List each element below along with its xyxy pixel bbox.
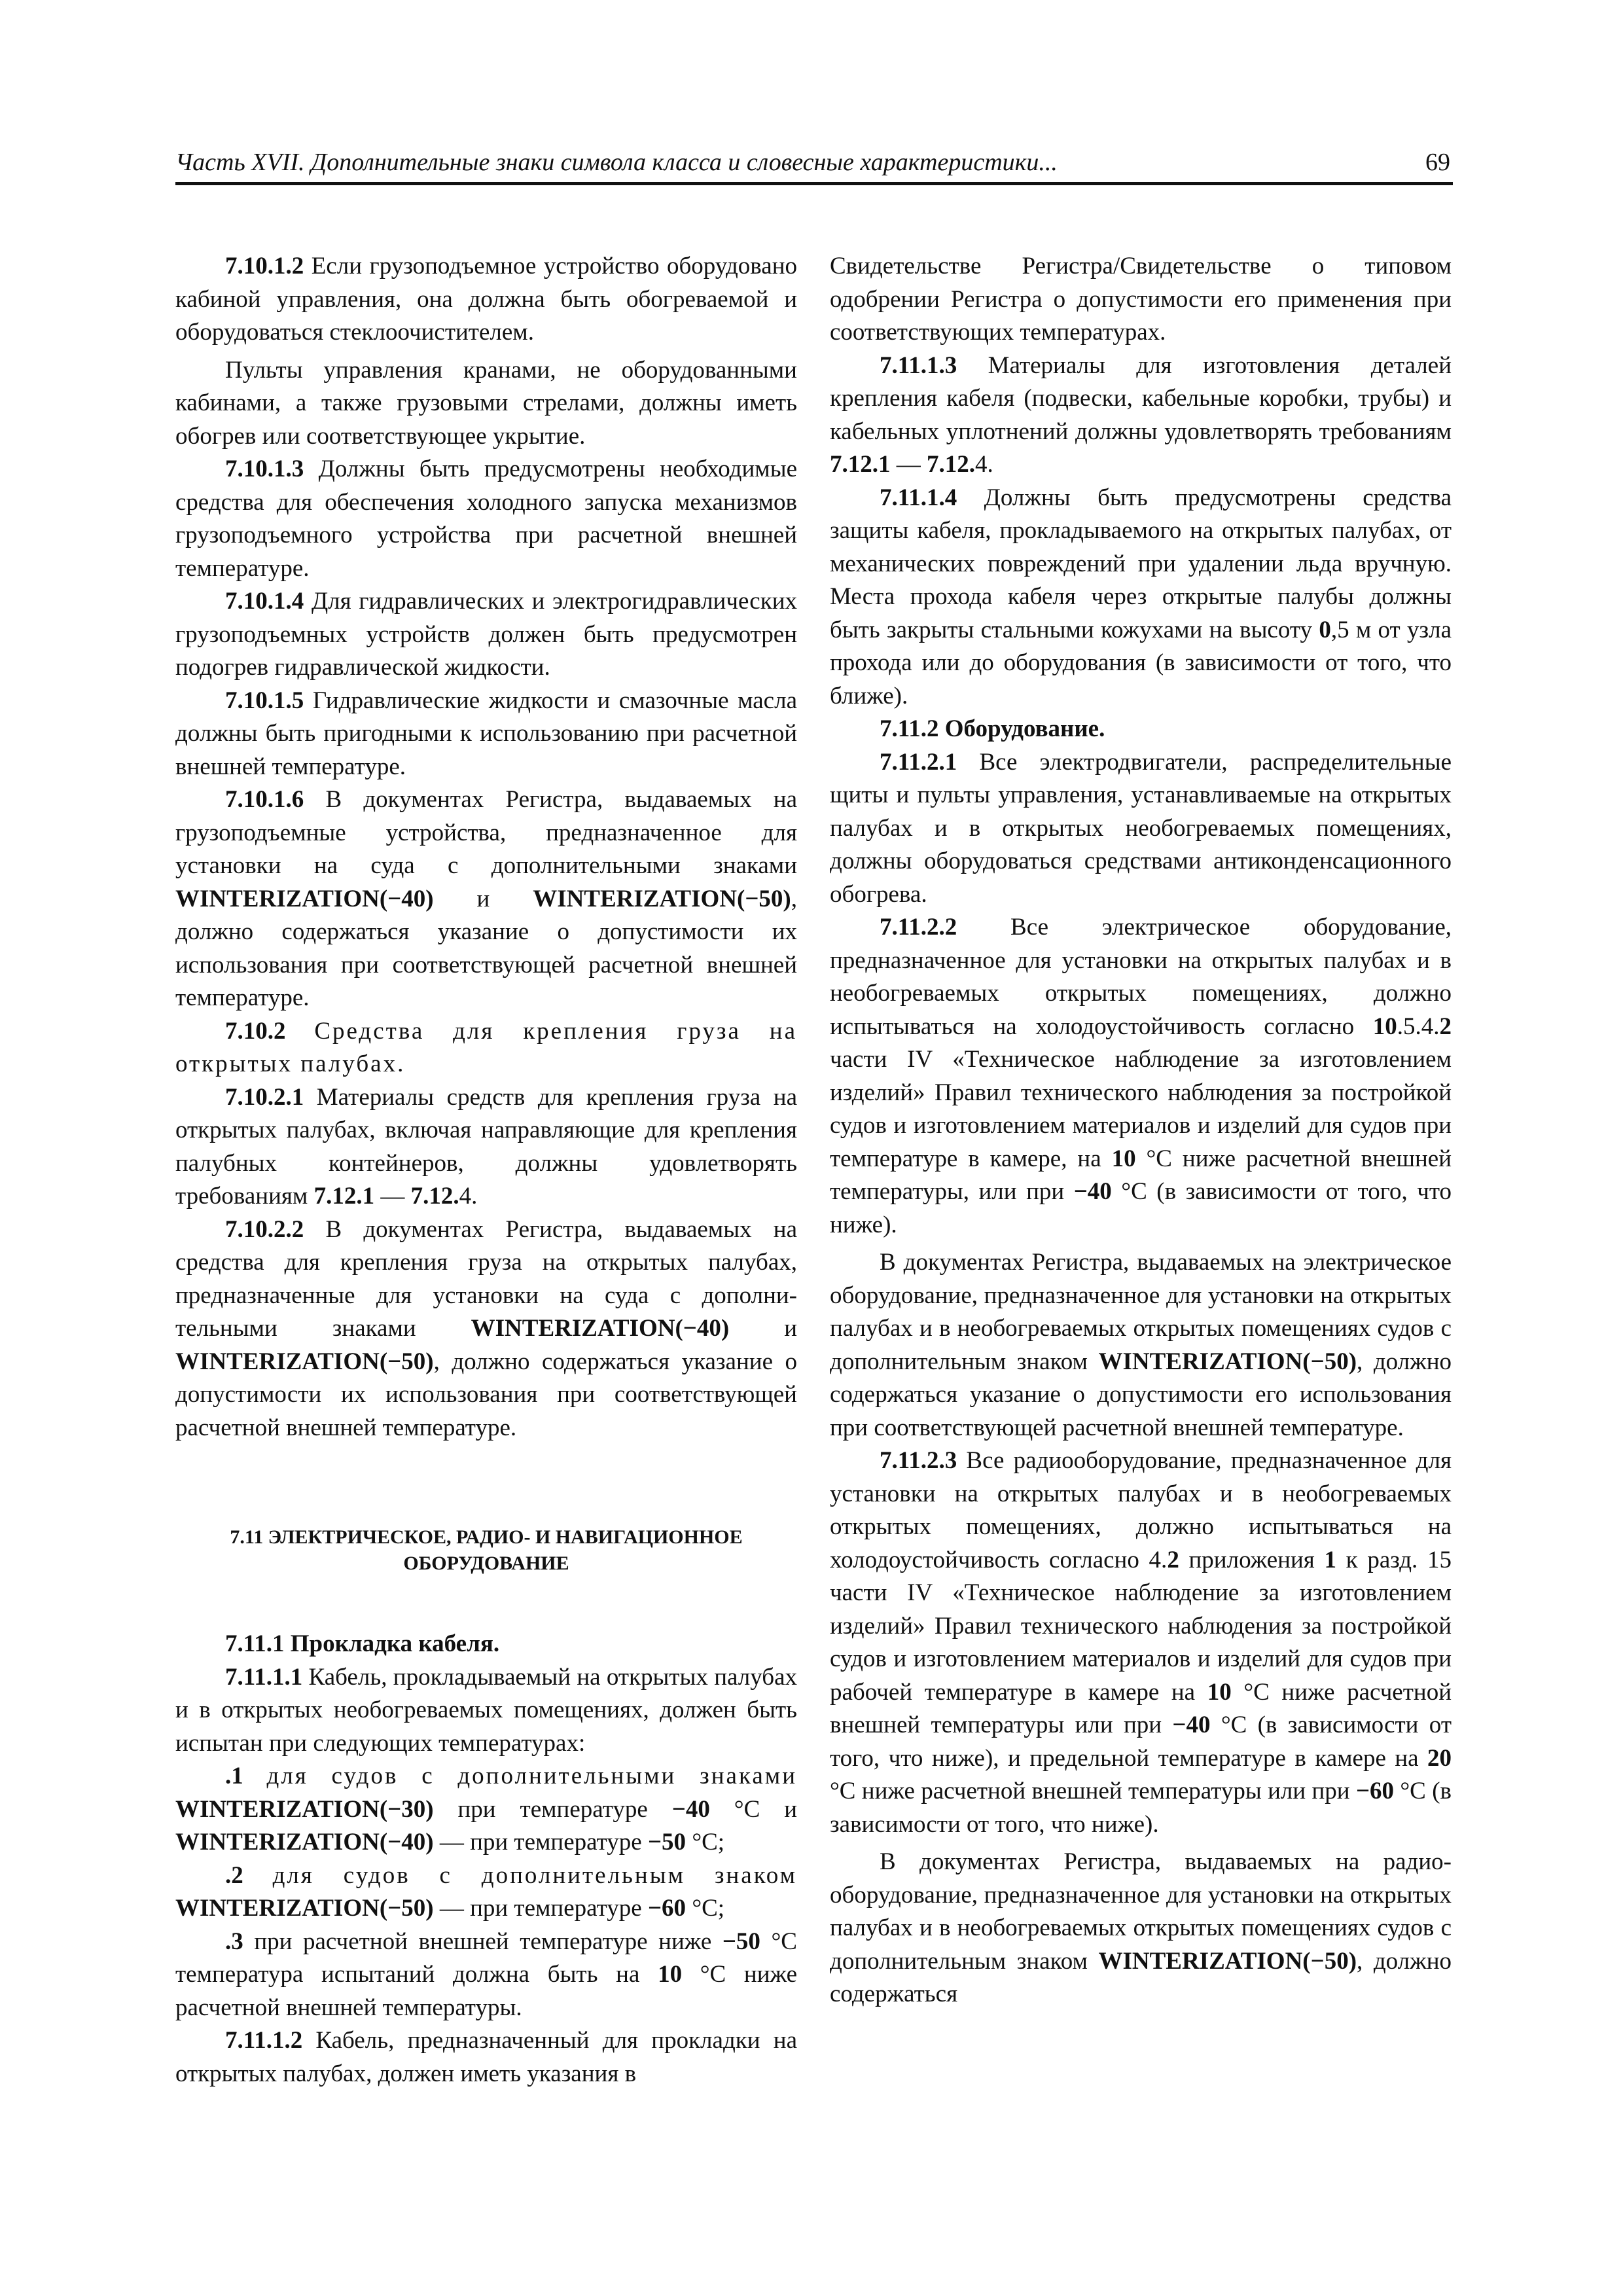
paragraph-text: , должно содержаться указание о допустимости их использования при соответствующей расчетной внешней температуре. [175, 1348, 797, 1441]
clause-number: 7.10.2.2 [225, 1215, 304, 1243]
clause-number: 7.10.2.1 [225, 1083, 304, 1111]
winterization-mark: WINTERIZATION(−50) [1098, 1348, 1357, 1375]
paragraph-text: °С температура испытаний должна быть на [175, 1928, 797, 1988]
cross-reference: 1 [1324, 1546, 1336, 1573]
paragraph-7-11-1-3 [830, 350, 1452, 482]
paragraph-radio-documents [830, 1846, 1452, 2011]
clause-number: 7.11.2 [880, 715, 939, 742]
clause-number: 7.10.2 [225, 1017, 286, 1045]
paragraph-text: при расчетной внешней температуре ниже [243, 1928, 722, 1955]
subsection-title: Прокладка кабеля. [284, 1630, 500, 1657]
temperature-value: 10 [658, 1961, 683, 1988]
list-item-2 [175, 1859, 797, 1926]
paragraph-continuation [830, 250, 1452, 350]
temperature-value: −40 [1172, 1712, 1211, 1738]
paragraph-7-11-2 [830, 713, 1452, 746]
subsection-title: Средства для крепления груза на открытых палубах. [175, 1017, 797, 1077]
paragraph-text: В документах Регистра, выдаваемых на электрическое оборудование, предназначенное для установки на открытых палубах и в необогреваемых открытых помещениях судов с дополнительным знаком [830, 1249, 1452, 1375]
cross-reference: 2 [1439, 1013, 1452, 1040]
paragraph-text: ,5 м от узла прохода или до оборудования (в зависимости от того, что ближе). [830, 616, 1452, 709]
paragraph-control-panels [175, 354, 797, 454]
winterization-mark: WINTERIZATION(−50) [175, 1348, 434, 1375]
cross-reference: 7.12. [410, 1183, 459, 1210]
paragraph-7-10-2 [175, 1015, 797, 1081]
paragraph-text: °С ниже расчетной внешней температуры. [175, 1961, 797, 2021]
paragraph-text: В документах Регистра, выдаваемых на грузоподъемные устройства, предназначенное для установки на суда с дополнительными знаками [175, 786, 797, 879]
paragraph-text: °С ниже расчетной внешней температуры или при [830, 1778, 1356, 1804]
paragraph-register-documents [830, 1246, 1452, 1444]
clause-number: 7.11.1.2 [225, 2027, 303, 2054]
paragraph-7-11-2-2 [830, 911, 1452, 1242]
clause-number: 7.10.1.2 [225, 253, 304, 279]
paragraph-7-10-1-3 [175, 453, 797, 585]
winterization-mark: WINTERIZATION(−40) [175, 1829, 434, 1856]
clause-number: 7.10.1.6 [225, 786, 304, 813]
paragraph-text: °С (в зависимости от того, что ниже). [830, 1778, 1452, 1838]
paragraph-text: — [890, 451, 927, 478]
clause-number: 7.11.2.2 [880, 914, 957, 941]
paragraph-text: Гидравлические жидкости и смазочные масла должны быть пригодными к использованию при расчетной внешней температуре. [175, 687, 797, 780]
paragraph-text: приложения [1179, 1546, 1325, 1573]
cross-reference: 2 [1167, 1546, 1179, 1573]
clause-number: 7.11.1.1 [225, 1663, 303, 1691]
paragraph-text: Должны быть предусмотрены средства защиты кабеля, прокладываемого на открытых палубах, от механических повреждений при удалении льда вручную. Места прохода кабеля через открытые палубы должны быть закрыты стальными кожухами на высоту [830, 484, 1452, 643]
clause-number: 7.11.2.1 [880, 748, 957, 776]
page-number: 69 [1425, 149, 1450, 176]
paragraph-text: и [433, 885, 533, 912]
paragraph-text: Пульты управления кранами, не оборудованными кабинами, а также грузовыми стрелами, должны иметь обогрев или соответствующее укрытие. [175, 356, 797, 450]
paragraph-text: Кабель, прокладываемый на открытых палубах и в открытых необогреваемых помещениях, должен быть испытан при следующих температурах: [175, 1663, 797, 1757]
paragraph-text: — при температуре [433, 1895, 648, 1922]
paragraph-7-10-2-1 [175, 1081, 797, 1213]
winterization-mark: WINTERIZATION(−30) [175, 1795, 434, 1823]
paragraph-text: для судов с дополнительными знаками [243, 1763, 797, 1789]
paragraph-text: , должно содержаться указание о допустимости их использования при соответствующей расчетной внешней температуре. [175, 885, 797, 1011]
paragraph-text: Для гидравлических и электрогидравлических грузоподъемных устройств должен быть предусмотрен подогрев гидравлической жидкости. [175, 588, 797, 681]
running-header [175, 143, 1453, 185]
paragraph-text: — при температуре [433, 1829, 648, 1856]
temperature-value: −40 [671, 1795, 710, 1823]
cross-reference: 7.12.1 [313, 1183, 375, 1210]
list-item-3 [175, 1926, 797, 2025]
clause-number: 7.10.1.3 [225, 456, 304, 482]
paragraph-text: Если грузоподъемное устройство оборудовано кабиной управления, она должна быть обогреваемой и оборудоваться стеклоочистителем. [175, 253, 797, 346]
paragraph-text: Должны быть предусмотрены необходимые средства для обеспечения холодного запуска механизмов грузоподъемного устройства при расчетной внешней температуре. [175, 456, 797, 582]
paragraph-text: Материалы для изготовления деталей крепления кабеля (подвески, кабельные коробки, трубы) и кабельных уплотнений должны удовлетворять требованиям [830, 351, 1452, 445]
temperature-value: −50 [647, 1829, 687, 1856]
paragraph-text: °С (в зависимости от того, что ниже). [830, 1178, 1452, 1238]
cross-reference: 10 [1372, 1013, 1397, 1040]
paragraph-text: 4. [459, 1183, 478, 1210]
paragraph-text: к разд. 15 части IV «Техническое наблюдение за изготовлением изделий» Правил технического наблюдения за постройкой судов и изготовлением материалов и изделий для судов при рабочей температуре в камере на [830, 1546, 1452, 1706]
paragraph-7-11-1-2 [175, 2024, 797, 2090]
paragraph-7-10-1-2 [175, 250, 797, 350]
winterization-mark: WINTERIZATION(−40) [471, 1315, 730, 1342]
numeric-value: 0 [1319, 616, 1331, 643]
right-column [830, 250, 1452, 2011]
clause-number: 7.11.1.4 [880, 484, 957, 511]
item-number: .3 [225, 1928, 243, 1955]
item-number: .2 [225, 1861, 243, 1889]
list-item-1 [175, 1760, 797, 1859]
temperature-value: −60 [1355, 1778, 1395, 1804]
paragraph-text: °С; [686, 1829, 725, 1856]
paragraph-text: для судов с дополнительным знаком [243, 1861, 797, 1889]
clause-number: 7.11.1.3 [880, 351, 957, 379]
paragraph-text: °С (в зависимости от того, что ниже), и предельной температуре в камере на [830, 1712, 1452, 1772]
clause-number: 7.11.2.3 [880, 1447, 957, 1474]
paragraph-text: Кабель, предназначенный для прокладки на открытых палубах, должен иметь указания в [175, 2027, 797, 2087]
paragraph-7-11-1-1 [175, 1661, 797, 1761]
winterization-mark: WINTERIZATION(−50) [533, 885, 791, 912]
paragraph-text: части IV «Техническое наблюдение за изготовлением изделий» Правил технического наблюдения за постройкой судов и изготовлением материалов и изделий для судов при температуре в камере, на [830, 1046, 1452, 1172]
paragraph-text: Свидетельстве Регистра/Свидетельстве о типовом одобрении Регистра о допустимости его применения при соответствующих температурах. [830, 253, 1452, 346]
paragraph-7-11-2-1 [830, 746, 1452, 912]
temperature-value: 10 [1111, 1145, 1136, 1172]
paragraph-text: при температуре [433, 1795, 672, 1823]
paragraph-text: Материалы средств для крепления груза на открытых палубах, включая направляющие для крепления палубных контейнеров, должны удовлетворять требованиям [175, 1083, 797, 1210]
paragraph-text: , должно содержаться [830, 1947, 1452, 2007]
winterization-mark: WINTERIZATION(−40) [175, 885, 434, 912]
item-number: .1 [225, 1763, 243, 1789]
cross-reference: 7.12. [927, 451, 975, 478]
paragraph-7-10-2-2 [175, 1213, 797, 1445]
paragraph-text: — [374, 1183, 411, 1210]
paragraph-text: .5.4. [1397, 1013, 1440, 1040]
paragraph-text: 4. [975, 451, 993, 478]
winterization-mark: WINTERIZATION(−50) [175, 1895, 434, 1922]
running-title: Часть XVII. Дополнительные знаки символа класса и словесные характеристики... [175, 149, 1058, 176]
paragraph-text: Все радиооборудование, предназначенное для установки на открытых палубах и в необогреваемых открытых помещениях, должно испытываться на холодоустойчивость согласно 4. [830, 1447, 1452, 1573]
temperature-value: −40 [1073, 1178, 1112, 1205]
cross-reference: 7.12.1 [830, 451, 891, 478]
paragraph-7-10-1-6 [175, 783, 797, 1015]
paragraph-7-11-1-4 [830, 482, 1452, 713]
paragraph-text: В документах Регистра, выдаваемых на радиооборудование, предназначенное для установки на открытых палубах и в необогреваемых открытых помещениях судов с дополнительным знаком [830, 1848, 1452, 1975]
winterization-mark: WINTERIZATION(−50) [1098, 1947, 1357, 1975]
clause-number: 7.10.1.4 [225, 588, 304, 615]
paragraph-text: °С ниже расчетной внешней температуры, или при [830, 1145, 1452, 1205]
paragraph-text: °С; [686, 1895, 725, 1922]
paragraph-7-11-2-3 [830, 1444, 1452, 1841]
paragraph-7-10-1-4 [175, 585, 797, 685]
clause-number: 7.10.1.5 [225, 687, 304, 714]
section-heading-line: ОБОРУДОВАНИЕ [403, 1552, 569, 1574]
temperature-value: −60 [647, 1895, 687, 1922]
section-heading-7-11 [175, 1524, 797, 1577]
section-heading-line: 7.11 ЭЛЕКТРИЧЕСКОЕ, РАДИО- И НАВИГАЦИОННОЕ [230, 1526, 743, 1548]
paragraph-text: °С и [709, 1795, 797, 1823]
paragraph-text: , должно содержаться указание о допустимости его использования при соответствующей расчетной внешней температуре. [830, 1348, 1452, 1441]
temperature-value: −50 [722, 1928, 760, 1955]
paragraph-7-10-1-5 [175, 685, 797, 784]
subsection-title: Оборудование. [938, 715, 1105, 742]
paragraph-7-11-1 [175, 1628, 797, 1661]
paragraph-text: Все электродвигатели, распределительные щиты и пульты управления, устанавливаемые на открытых палубах и в открытых необогреваемых помещениях, должны оборудоваться средствами антиконденсационного обогрева. [830, 748, 1452, 908]
temperature-value: 10 [1207, 1678, 1232, 1706]
clause-number: 7.11.1 [225, 1630, 285, 1657]
paragraph-text: и [729, 1315, 797, 1342]
paragraph-text: °С ниже расчетной внешней температуры или при [830, 1678, 1452, 1738]
paragraph-text: Все электрическое оборудование, предназначенное для установки на открытых палубах и в необогреваемых открытых помещениях, должно испытываться на холодоустойчивость согласно [830, 914, 1452, 1040]
left-column [175, 250, 797, 2090]
temperature-value: 20 [1427, 1744, 1452, 1772]
paragraph-text: В документах Регистра, выдаваемых на средства для крепления груза на открытых палубах, предназначенные для установки на суда с дополнительными знаками [175, 1215, 797, 1342]
